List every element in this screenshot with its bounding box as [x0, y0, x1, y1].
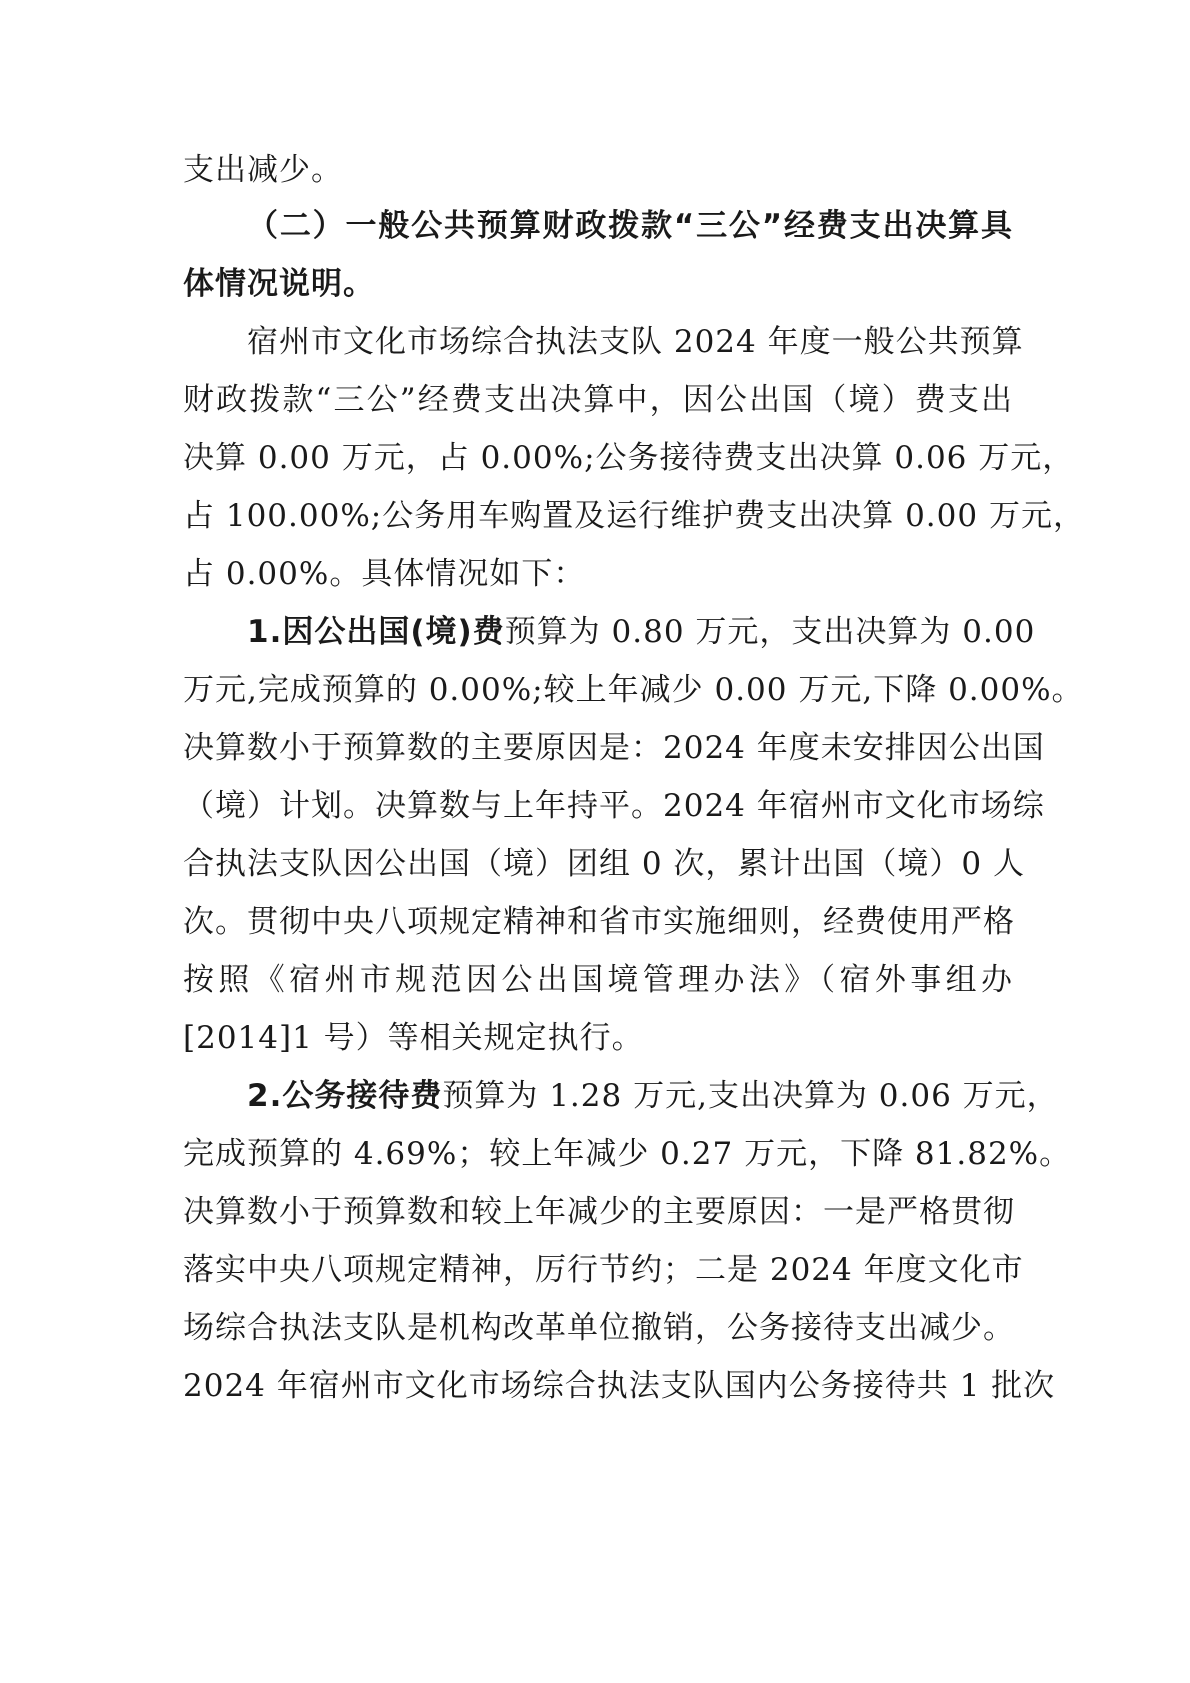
paragraph-line: 决算数小于预算数的主要原因是：2024 年度未安排因公出国 [183, 730, 1045, 766]
paragraph-line: 2024 年宿州市文化市场综合执法支队国内公务接待共 1 批次 [183, 1368, 1056, 1404]
paragraph-line: [2014]1 号）等相关规定执行。 [183, 1020, 644, 1056]
paragraph-line: （境）计划。决算数与上年持平。2024 年宿州市文化市场综 [183, 788, 1045, 824]
paragraph-line: 宿州市文化市场综合执法支队 2024 年度一般公共预算 [247, 324, 1024, 360]
paragraph-line: 决算数小于预算数和较上年减少的主要原因：一是严格贯彻 [183, 1194, 1015, 1230]
paragraph-line: 按照《宿州市规范因公出国境管理办法》（宿外事组办 [183, 962, 1013, 998]
paragraph-line: 合执法支队因公出国（境）团组 0 次，累计出国（境）0 人 [183, 846, 1026, 882]
item-heading-reception: 2.公务接待费 [247, 1078, 443, 1114]
paragraph-line-travel [247, 602, 1036, 662]
section-heading: （二）一般公共预算财政拨款“三公”经费支出决算具 [247, 208, 1013, 244]
section-heading-continued: 体情况说明。 [183, 266, 375, 302]
paragraph-line-reception [247, 1066, 1059, 1126]
item-heading-travel: 1.因公出国(境)费 [247, 614, 505, 650]
paragraph-line: 落实中央八项规定精神，厉行节约；二是 2024 年度文化市 [183, 1252, 1024, 1288]
paragraph-line: 完成预算的 4.69%；较上年减少 0.27 万元，下降 81.82%。 [183, 1136, 1072, 1172]
paragraph-line: 决算 0.00 万元，占 0.00%;公务接待费支出决算 0.06 万元， [183, 440, 1075, 476]
paragraph-line: 占 100.00%;公务用车购置及运行维护费支出决算 0.00 万元， [183, 498, 1085, 534]
paragraph-line: 支出减少。 [183, 152, 343, 188]
paragraph-line: 财政拨款“三公”经费支出决算中，因公出国（境）费支出 [183, 382, 1013, 418]
paragraph-line: 场综合执法支队是机构改革单位撤销，公务接待支出减少。 [183, 1310, 1015, 1346]
item-text-reception: 预算为 1.28 万元,支出决算为 0.06 万元， [442, 1078, 1059, 1114]
paragraph-line: 万元,完成预算的 0.00%;较上年减少 0.00 万元,下降 0.00%。 [183, 672, 1084, 708]
item-text-travel: 预算为 0.80 万元，支出决算为 0.00 [504, 614, 1036, 650]
paragraph-line: 占 0.00%。具体情况如下： [183, 556, 586, 592]
paragraph-line: 次。贯彻中央八项规定精神和省市实施细则，经费使用严格 [183, 904, 1015, 940]
